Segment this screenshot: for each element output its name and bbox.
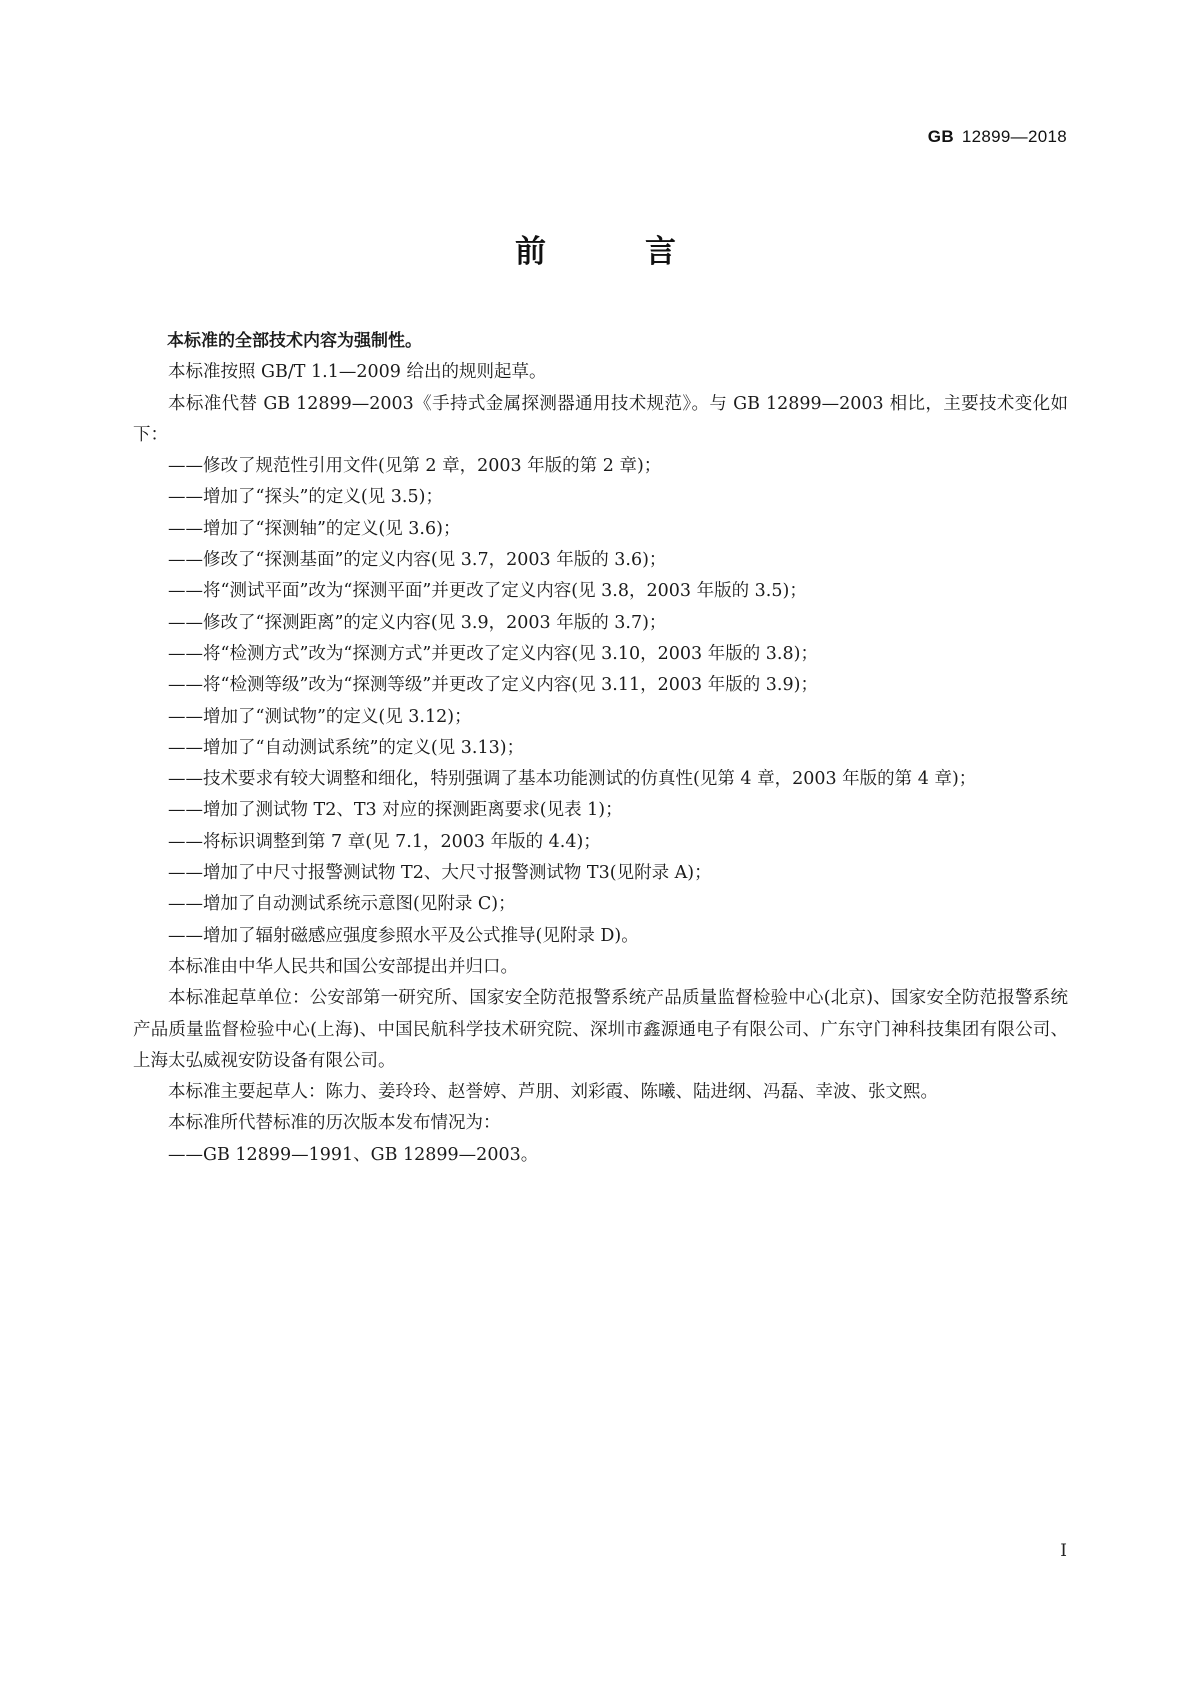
standard-code-header [928, 127, 1067, 147]
history-item: ——GB 12899—1991、GB 12899—2003。 [168, 1144, 539, 1165]
foreword-body [133, 326, 1068, 1171]
change-item: ——将“检测方式”改为“探测方式”并更改了定义内容(见 3.10，2003 年版的 3.8)； [168, 643, 818, 664]
change-item: ——增加了中尺寸报警测试物 T2、大尺寸报警测试物 T3(见附录 A)； [168, 863, 712, 884]
change-item: ——增加了自动测试系统示意图(见附录 C)； [168, 894, 516, 915]
mandatory-statement: 本标准的全部技术内容为强制性。 [167, 331, 422, 351]
change-item: ——修改了“探测基面”的定义内容(见 3.7，2003 年版的 3.6)； [168, 550, 667, 571]
change-item: ——增加了“测试物”的定义(见 3.12)； [168, 706, 472, 727]
change-item: ——增加了测试物 T2、T3 对应的探测距离要求(见表 1)； [168, 800, 623, 821]
change-item: ——将“测试平面”改为“探测平面”并更改了定义内容(见 3.8，2003 年版的 3.5)； [168, 581, 807, 602]
drafting-rule-paragraph: 本标准按照 GB/T 1.1—2009 给出的规则起草。 [168, 362, 547, 383]
change-item: ——将标识调整到第 7 章(见 7.1，2003 年版的 4.4)； [168, 831, 601, 852]
replaces-paragraph: 本标准代替 GB 12899—2003《手持式金属探测器通用技术规范》。与 GB 12899—2003 相比，主要技术变化如下： [133, 393, 1068, 445]
proposed-by-paragraph: 本标准由中华人民共和国公安部提出并归口。 [168, 956, 518, 977]
change-item: ——增加了辐射磁感应强度参照水平及公式推导(见附录 D)。 [168, 925, 639, 946]
page-number: I [1060, 1541, 1067, 1561]
standard-prefix: GB [927, 127, 954, 146]
change-item: ——将“检测等级”改为“探测等级”并更改了定义内容(见 3.11，2003 年版的 3.9)； [168, 675, 818, 696]
change-item: ——增加了“探头”的定义(见 3.5)； [168, 487, 443, 508]
standard-number: 12899—2018 [961, 127, 1067, 146]
change-item: ——修改了规范性引用文件(见第 2 章，2003 年版的第 2 章)； [168, 456, 662, 477]
history-intro-paragraph: 本标准所代替标准的历次版本发布情况为： [168, 1113, 501, 1134]
change-item: ——增加了“自动测试系统”的定义(见 3.13)； [168, 737, 525, 758]
change-item: ——增加了“探测轴”的定义(见 3.6)； [168, 518, 461, 539]
change-item: ——修改了“探测距离”的定义内容(见 3.9，2003 年版的 3.7)； [168, 612, 667, 633]
change-item: ——技术要求有较大调整和细化，特别强调了基本功能测试的仿真性(见第 4 章，2003 年版的第 4 章)； [168, 769, 977, 790]
page-title: 前 言 [515, 234, 710, 270]
drafting-units-paragraph: 本标准起草单位：公安部第一研究所、国家安全防范报警系统产品质量监督检验中心(北京)、国家安全防范报警系统产品质量监督检验中心(上海)、中国民航科学技术研究院、深圳市鑫源通电子有限公司、广东守门神科技集团有限公司、上海太弘威视安防设备有限公司。 [133, 988, 1068, 1071]
drafters-paragraph: 本标准主要起草人：陈力、姜玲玲、赵誉婷、芦朋、刘彩霞、陈曦、陆进纲、冯磊、幸波、张文熙。 [168, 1082, 938, 1103]
changes-list [133, 451, 1068, 952]
